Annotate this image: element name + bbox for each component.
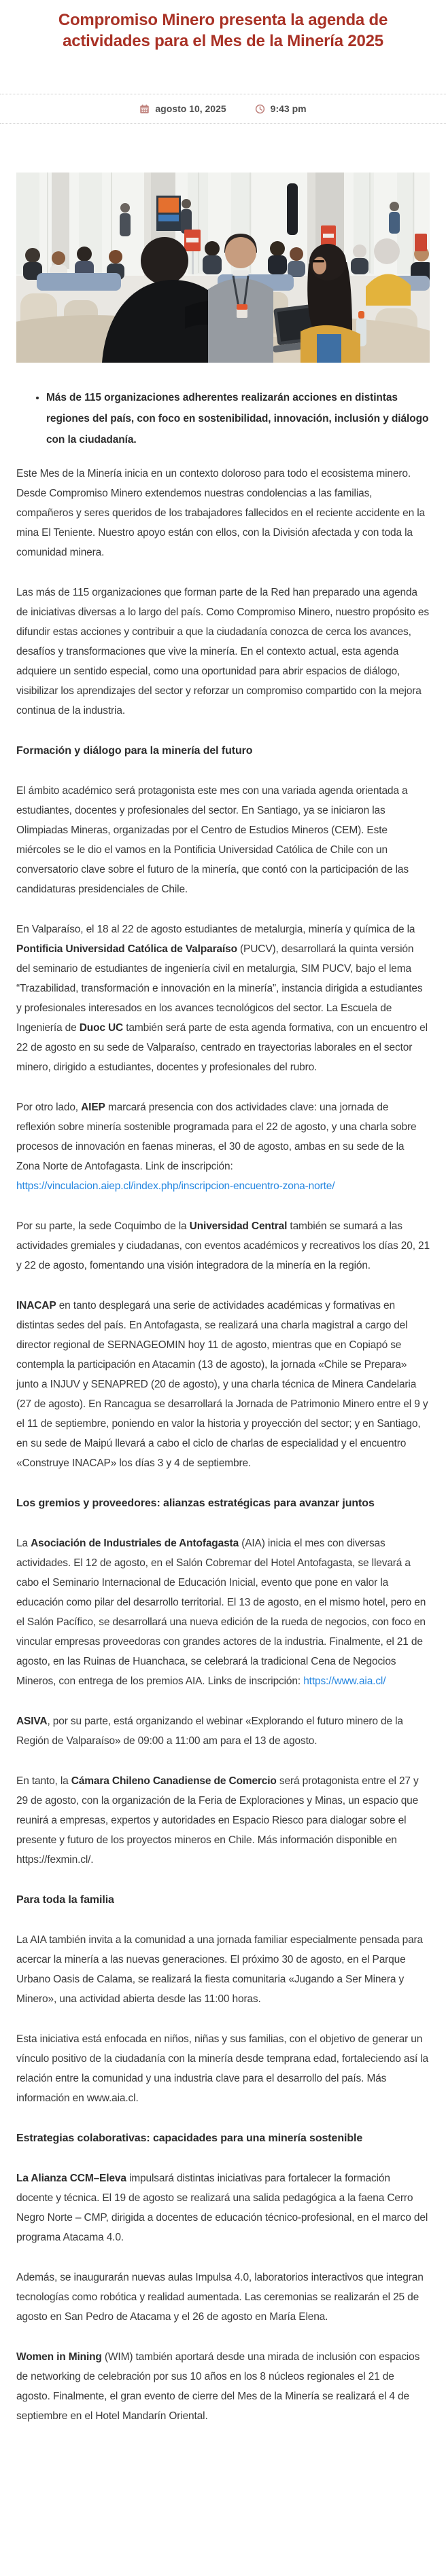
page-title: Compromiso Minero presenta la agenda de actividades para el Mes de la Minería 2025 bbox=[58, 11, 388, 50]
paragraph bbox=[16, 1534, 430, 1691]
post-time bbox=[255, 103, 307, 114]
paragraph bbox=[16, 781, 430, 899]
paragraph bbox=[16, 2347, 430, 2426]
text-run: impulsará distintas iniciativas para fortalecer la formación docente y técnica. El 19 de agosto se realizará una salida pedagógica a la faena Cerro Negro Norte – CMP, dirigida a docentes de educación técnico-profesional, en el marco del programa Atacama 4.0. bbox=[16, 2173, 428, 2243]
article-body bbox=[16, 387, 430, 2426]
paragraph bbox=[16, 920, 430, 1077]
text-run: Por otro lado, bbox=[16, 1102, 82, 1113]
bold-text: Más de 115 organizaciones adherentes realizarán acciones en distintas regiones del país, con foco en sostenibilidad, innovación, inclusión y diálogo con la ciudadanía. bbox=[46, 392, 429, 446]
text-run: en tanto desplegará una serie de actividades académicas y formativas en distintas sedes del país. En Antofagasta, se realizará una charla magistral a cargo del director regional de SERNAGEOMIN hoy 11 de agosto, mientras que en Copiapó se contempla la participación en Atacamin (13 de agosto), la jornada «Chile se Prepara» junto a INJUV y SENAPRED (20 de agosto), y una charla técnica de Minera Candelaria (27 de agosto). En Rancagua se desarrollará la Jornada de Patrimonio Minero entre el 9 y el 11 de septiembre, poniendo en valor la historia y proyección del sector; y en Santiago, en su sede de Maipú llevará a cabo el ciclo de charlas de especialidad y el encuentro «Construye INACAP» los días 3 y 4 de septiembre. bbox=[16, 1300, 428, 1469]
text-run: también será parte de esta agenda formativa, con un encuentro el 22 de agosto en su sede de Valparaíso, centrado en trayectorias laborales en el sector minero, dirigido a estudiantes, docentes y profesionales del rubro. bbox=[16, 1022, 428, 1073]
text-run: (WIM) también aportará desde una mirada de inclusión con espacios de networking de celebración por sus 10 años en los 8 núcleos regionales el 21 de agosto. Finalmente, el gran evento de cierre del Mes de la Minería se realizará el 4 de septiembre en el Hotel Mandarín Oriental. bbox=[16, 2351, 420, 2422]
section-heading: Para toda la familia bbox=[16, 1894, 114, 1906]
text-run: será protagonista entre el 27 y 29 de agosto, con la organización de la Feria de Exploraciones y Minas, un espacio que reunirá a empresas, expertos y autoridades en Espacio Riesco para dialogar sobre el presente y futuro de los proyectos mineros en Chile. Más información disponible en https://fexmin.cl/. bbox=[16, 1775, 419, 1866]
text-run: Este Mes de la Minería inicia en un contexto doloroso para todo el ecosistema minero. Desde Compromiso Minero extendemos nuestras condolencias a las familias, compañeros y seres queridos de los trabajadores fallecidos en el reciente accidente en la mina El Teniente. Nuestro apoyo están con ellos, con la División afectada y con toda la comunidad minera. bbox=[16, 468, 425, 558]
bold-text: INACAP bbox=[16, 1300, 56, 1311]
paragraph bbox=[16, 1711, 430, 1751]
text-run: (PUCV), desarrollará la quinta versión del seminario de estudiantes de ingeniería civil en metalurgia, SIM PUCV, bajo el lema “Trazabilidad, transformación e innovación en la minería”, instancia dirigida a estudiantes y profesionales interesados en los avances tecnológicos del sector. La Escuela de Ingeniería de bbox=[16, 943, 423, 1034]
text-run: (AIA) inicia el mes con diversas actividades. El 12 de agosto, en el Salón Cobremar del Hotel Antofagasta, se llevará a cabo el Seminario Internacional de Educación Inicial, evento que pone en valor la educación como pilar del desarrollo territorial. El 13 de agosto, en el mismo hotel, pero en el Salón Pacífico, se desarrollará una nueva edición de la rueda de negocios, con foco en vincular empresas proveedoras con grandes actores de la industria. Finalmente, el 21 de agosto, en las Ruinas de Huanchaca, se celebrará la tradicional Cena de Negocios Mineros, con entrega de los premios AIA. Links de inscripción: bbox=[16, 1538, 426, 1687]
paragraph bbox=[16, 1296, 430, 1473]
text-run: también se sumará a las actividades gremiales y ciudadanas, con eventos académicos y recreativos los días 20, 21 y 22 de agosto, fomentando una visión integradora de la minería en la región. bbox=[16, 1220, 430, 1271]
post-meta-bar bbox=[0, 94, 446, 124]
article-page bbox=[0, 10, 446, 2426]
text-run: , por su parte, está organizando el webinar «Explorando el futuro minero de la Región de Valparaíso» de 09:00 a 11:00 am para el 13 de agosto. bbox=[16, 1716, 403, 1747]
paragraph bbox=[16, 583, 430, 721]
conference-photo-illustration bbox=[16, 173, 430, 363]
paragraph bbox=[16, 2169, 430, 2247]
post-date-label: agosto 10, 2025 bbox=[155, 103, 226, 114]
text-run: En tanto, la bbox=[16, 1775, 71, 1787]
text-run: En Valparaíso, el 18 al 22 de agosto estudiantes de metalurgia, minería y química de la bbox=[16, 924, 415, 935]
bold-text: AIEP bbox=[81, 1102, 105, 1113]
section-heading: Formación y diálogo para la minería del futuro bbox=[16, 745, 253, 757]
post-date bbox=[139, 103, 226, 114]
inline-link[interactable]: https://www.aia.cl/ bbox=[303, 1675, 386, 1687]
text-run: Además, se inaugurarán nuevas aulas Impulsa 4.0, laboratorios interactivos que integran tecnologías como robótica y realidad aumentada. Las ceremonias se realizarán el 25 de agosto en San Pedro de Atacama y el 26 de agosto en María Elena. bbox=[16, 2272, 424, 2323]
bold-text: Cámara Chileno Canadiense de Comercio bbox=[71, 1775, 277, 1787]
paragraph bbox=[16, 464, 430, 562]
text-run: marcará presencia con dos actividades clave: una jornada de reflexión sobre minería sostenible programada para el 22 de agosto, y una charla sobre procesos de innovación en faenas mineras, el 30 de agosto, ambas en su sede de la Zona Norte de Antofagasta. Link de inscripción: bbox=[16, 1102, 417, 1172]
paragraph bbox=[16, 1097, 430, 1196]
bold-text: ASIVA bbox=[16, 1716, 48, 1727]
bold-text: Pontificia Universidad Católica de Valparaíso bbox=[16, 943, 237, 955]
highlight-bullet-item bbox=[46, 387, 430, 450]
text-run: Por su parte, la sede Coquimbo de la bbox=[16, 1220, 190, 1232]
text-run: Las más de 115 organizaciones que forman parte de la Red han preparado una agenda de iniciativas diversas a lo largo del país. Como Compromiso Minero, nuestro propósito es difundir estas acciones y contribuir a que la ciudadanía conozca de cerca los avances, desafíos y transformaciones que vive la minería. En el contexto actual, esta agenda adquiere un sentido especial, como una oportunidad para abrir espacios de diálogo, visibilizar los aprendizajes del sector y reforzar un compromiso compartido con la mejora continua de la industria. bbox=[16, 587, 429, 716]
section-heading: Los gremios y proveedores: alianzas estratégicas para avanzar juntos bbox=[16, 1498, 375, 1509]
bold-text: Duoc UC bbox=[79, 1022, 124, 1034]
paragraph bbox=[16, 2029, 430, 2108]
paragraph bbox=[16, 2268, 430, 2327]
bold-text: Women in Mining bbox=[16, 2351, 102, 2363]
paragraph bbox=[16, 1216, 430, 1275]
calendar-icon bbox=[139, 104, 150, 114]
bold-text: Universidad Central bbox=[189, 1220, 288, 1232]
text-run: Esta iniciativa está enfocada en niños, niñas y sus familias, con el objetivo de generar un vínculo positivo de la ciudadanía con la minería desde temprana edad, fortaleciendo así la relación entre la comunidad y una industria clave para el desarrollo del país. Más información en www.aia.cl. bbox=[16, 2033, 429, 2104]
text-run: La bbox=[16, 1538, 31, 1549]
bold-text: Asociación de Industriales de Antofagasta bbox=[31, 1538, 239, 1549]
text-run: La AIA también invita a la comunidad a una jornada familiar especialmente pensada para acercar la minería a las nuevas generaciones. El próximo 30 de agosto, en el Parque Urbano Oasis de Calama, se realizará la fiesta comunitaria «Jugando a Ser Minera y Minero», una actividad abierta desde las 11:00 horas. bbox=[16, 1934, 424, 2005]
post-time-label: 9:43 pm bbox=[270, 103, 307, 114]
paragraph bbox=[16, 1771, 430, 1870]
section-heading: Estrategias colaborativas: capacidades para una minería sostenible bbox=[16, 2133, 363, 2144]
bold-text: La Alianza CCM–Eleva bbox=[16, 2173, 126, 2184]
featured-image bbox=[16, 173, 430, 363]
clock-icon bbox=[255, 104, 265, 114]
highlight-bullet-list bbox=[16, 387, 430, 450]
paragraph bbox=[16, 1930, 430, 2009]
inline-link[interactable]: https://vinculacion.aiep.cl/index.php/inscripcion-encuentro-zona-norte/ bbox=[16, 1180, 335, 1192]
text-run: El ámbito académico será protagonista este mes con una variada agenda orientada a estudiantes, docentes y profesionales del sector. En Santiago, ya se iniciaron las Olimpiadas Mineras, organizadas por el Centro de Estudios Mineros (CEM). Este miércoles se le dio el vamos en la Pontificia Universidad Católica de Chile con un conversatorio clave sobre el futuro de la minería, que contó con la participación de las candidaturas presidenciales de Chile. bbox=[16, 785, 409, 895]
